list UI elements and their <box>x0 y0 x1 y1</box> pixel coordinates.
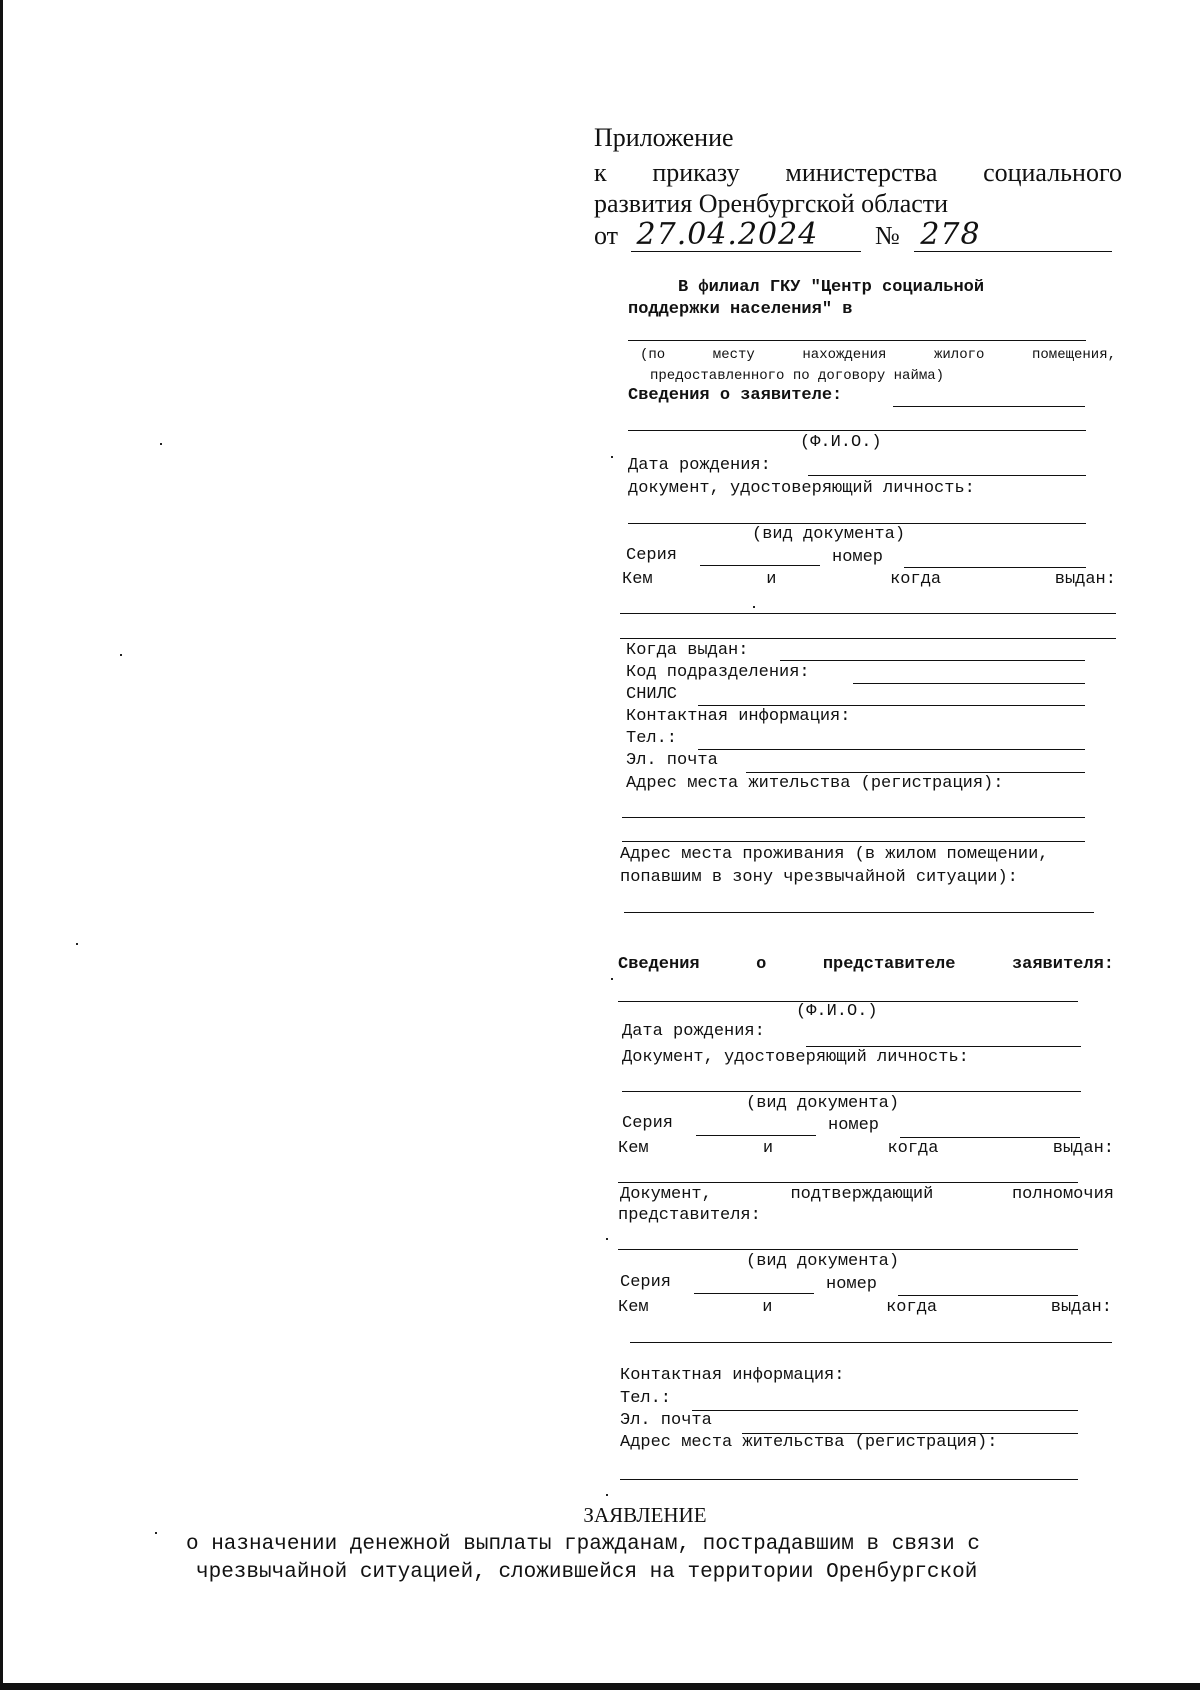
representative-number-line <box>900 1137 1080 1138</box>
applicant-email-line <box>746 772 1085 773</box>
applicant-live-address-line <box>624 912 1094 913</box>
heading-word: представителе <box>822 955 956 974</box>
order-date-number-row <box>594 217 1112 252</box>
order-number-field <box>914 217 1112 252</box>
scan-speck <box>753 606 755 608</box>
scan-speck <box>611 456 613 458</box>
issued-word: выдан: <box>1050 1298 1112 1317</box>
order-word: к <box>594 158 607 187</box>
order-number-handwritten: 278 <box>920 217 981 252</box>
applicant-number-line <box>904 567 1086 568</box>
appendix-title: Приложение <box>594 123 734 152</box>
representative-series-label: Серия <box>622 1114 674 1133</box>
scan-border-left <box>0 0 3 1690</box>
applicant-heading: Сведения о заявителе: <box>628 386 843 405</box>
scan-border-bottom <box>0 1683 1200 1690</box>
applicant-issued-when-label: Когда выдан: <box>626 641 749 660</box>
scan-speck <box>606 1238 608 1240</box>
representative-email-label: Эл. почта <box>620 1411 712 1430</box>
applicant-reg-address-line-2 <box>622 841 1085 842</box>
statement-title: ЗАЯВЛЕНИЕ <box>583 1503 707 1527</box>
order-date-handwritten: 27.04.2024 <box>636 217 819 252</box>
addressee-line-2: поддержки населения" в <box>628 300 853 319</box>
authority-word: Документ, <box>620 1185 712 1204</box>
issued-word: и <box>762 1139 774 1158</box>
representative-issued-line-2 <box>630 1342 1112 1343</box>
scan-speck <box>606 1494 608 1496</box>
issued-word: когда <box>887 1139 939 1158</box>
statement-line-2: чрезвычайной ситуацией, сложившейся на территории Оренбургской <box>196 1561 978 1584</box>
representative-issued-line <box>618 1182 1078 1183</box>
representative-number-label: номер <box>828 1116 880 1135</box>
representative-fio-hint: (Ф.И.О.) <box>796 1002 878 1021</box>
addressee-hint-2: предоставленного по договору найма) <box>650 368 945 384</box>
representative-doc-kind-hint-2: (вид документа) <box>746 1252 900 1271</box>
applicant-birth-line <box>808 475 1086 476</box>
applicant-contact-label: Контактная информация: <box>626 707 851 726</box>
scan-speck <box>160 443 162 445</box>
representative-series-line <box>696 1135 816 1136</box>
authority-word: полномочия <box>1011 1185 1114 1204</box>
applicant-doc-kind-hint: (вид документа) <box>752 525 906 544</box>
applicant-id-doc-label: документ, удостоверяющий личность: <box>628 479 975 498</box>
applicant-issued-row <box>622 570 1116 590</box>
applicant-series-label: Серия <box>626 546 678 565</box>
issued-word: когда <box>886 1298 938 1317</box>
issued-word: когда <box>890 570 942 589</box>
applicant-issued-line-2 <box>620 638 1116 639</box>
applicant-phone-label: Тел.: <box>626 729 678 748</box>
addressee-hint-1 <box>640 345 1116 365</box>
order-word: приказу <box>652 158 740 187</box>
representative-series-line-2 <box>694 1293 814 1294</box>
heading-word: заявителя: <box>1011 955 1114 974</box>
applicant-number-label: номер <box>832 548 884 567</box>
applicant-division-label: Код подразделения: <box>626 663 810 682</box>
issued-word: и <box>762 1298 773 1317</box>
representative-reg-address-label: Адрес места жительства (регистрация): <box>620 1433 998 1452</box>
applicant-snils-line <box>698 705 1085 706</box>
representative-id-doc-label: Документ, удостоверяющий личность: <box>622 1048 969 1067</box>
representative-authority-doc-line <box>618 1249 1078 1250</box>
applicant-issued-line-1 <box>620 613 1116 614</box>
representative-number-line-2 <box>898 1295 1078 1296</box>
representative-reg-address-line <box>620 1479 1078 1480</box>
representative-issued-row-2 <box>618 1298 1112 1318</box>
hint-word: помещения, <box>1031 347 1116 363</box>
applicant-issued-when-line <box>780 660 1085 661</box>
order-line-1 <box>594 157 1122 189</box>
scan-speck <box>120 654 122 656</box>
representative-authority-row <box>620 1185 1114 1205</box>
applicant-live-address-1: Адрес места проживания (в жилом помещении, <box>620 845 1049 864</box>
hint-word: нахождения <box>802 347 887 363</box>
representative-doc-kind-hint: (вид документа) <box>746 1094 900 1113</box>
applicant-fio-hint: (Ф.И.О.) <box>800 433 882 452</box>
order-word: социального <box>983 158 1122 187</box>
representative-issued-row <box>618 1139 1114 1159</box>
applicant-reg-address-label: Адрес места жительства (регистрация): <box>626 774 1004 793</box>
addressee-blank-line <box>628 340 1086 341</box>
issued-word: и <box>766 570 777 589</box>
applicant-fio-line <box>628 430 1086 431</box>
scan-speck <box>155 1532 157 1534</box>
order-word: министерства <box>785 158 938 187</box>
heading-word: Сведения <box>618 955 700 974</box>
scan-speck <box>76 943 78 945</box>
applicant-reg-address-line-1 <box>622 817 1085 818</box>
authority-word: подтверждающий <box>790 1185 934 1204</box>
addressee-line-1: В филиал ГКУ "Центр социальной <box>678 278 985 297</box>
representative-authority-line-2: представителя: <box>618 1206 761 1225</box>
applicant-heading-line <box>893 406 1085 407</box>
issued-word: Кем <box>622 570 653 589</box>
issued-word: выдан: <box>1052 1139 1114 1158</box>
order-line-2: развития Оренбургской области <box>594 189 949 218</box>
issued-word: Кем <box>618 1139 649 1158</box>
applicant-birth-label: Дата рождения: <box>628 456 771 475</box>
applicant-series-line <box>700 565 820 566</box>
representative-phone-line <box>692 1410 1078 1411</box>
issued-word: выдан: <box>1054 570 1116 589</box>
representative-phone-label: Тел.: <box>620 1389 672 1408</box>
order-date-field <box>631 217 861 252</box>
hint-word: месту <box>712 347 755 363</box>
representative-birth-line <box>806 1046 1081 1047</box>
applicant-id-doc-line <box>628 523 1086 524</box>
applicant-email-label: Эл. почта <box>626 751 718 770</box>
representative-heading <box>618 955 1114 975</box>
applicant-live-address-2: попавшим в зону чрезвычайной ситуации): <box>620 868 1018 887</box>
from-label: от <box>594 221 619 250</box>
heading-word: о <box>756 955 767 974</box>
representative-id-doc-line <box>622 1091 1081 1092</box>
representative-contact-label: Контактная информация: <box>620 1366 845 1385</box>
applicant-phone-line <box>698 749 1085 750</box>
representative-birth-label: Дата рождения: <box>622 1022 765 1041</box>
scan-speck <box>611 978 613 980</box>
applicant-snils-label: СНИЛС <box>626 685 678 704</box>
issued-word: Кем <box>618 1298 649 1317</box>
applicant-division-line <box>853 683 1085 684</box>
representative-series-label-2: Серия <box>620 1273 672 1292</box>
hint-word: жилого <box>933 347 985 363</box>
representative-number-label-2: номер <box>826 1275 878 1294</box>
statement-line-1: о назначении денежной выплаты гражданам, пострадавшим в связи с <box>186 1533 980 1556</box>
hint-word: (по <box>640 347 666 363</box>
number-label: № <box>875 221 900 250</box>
